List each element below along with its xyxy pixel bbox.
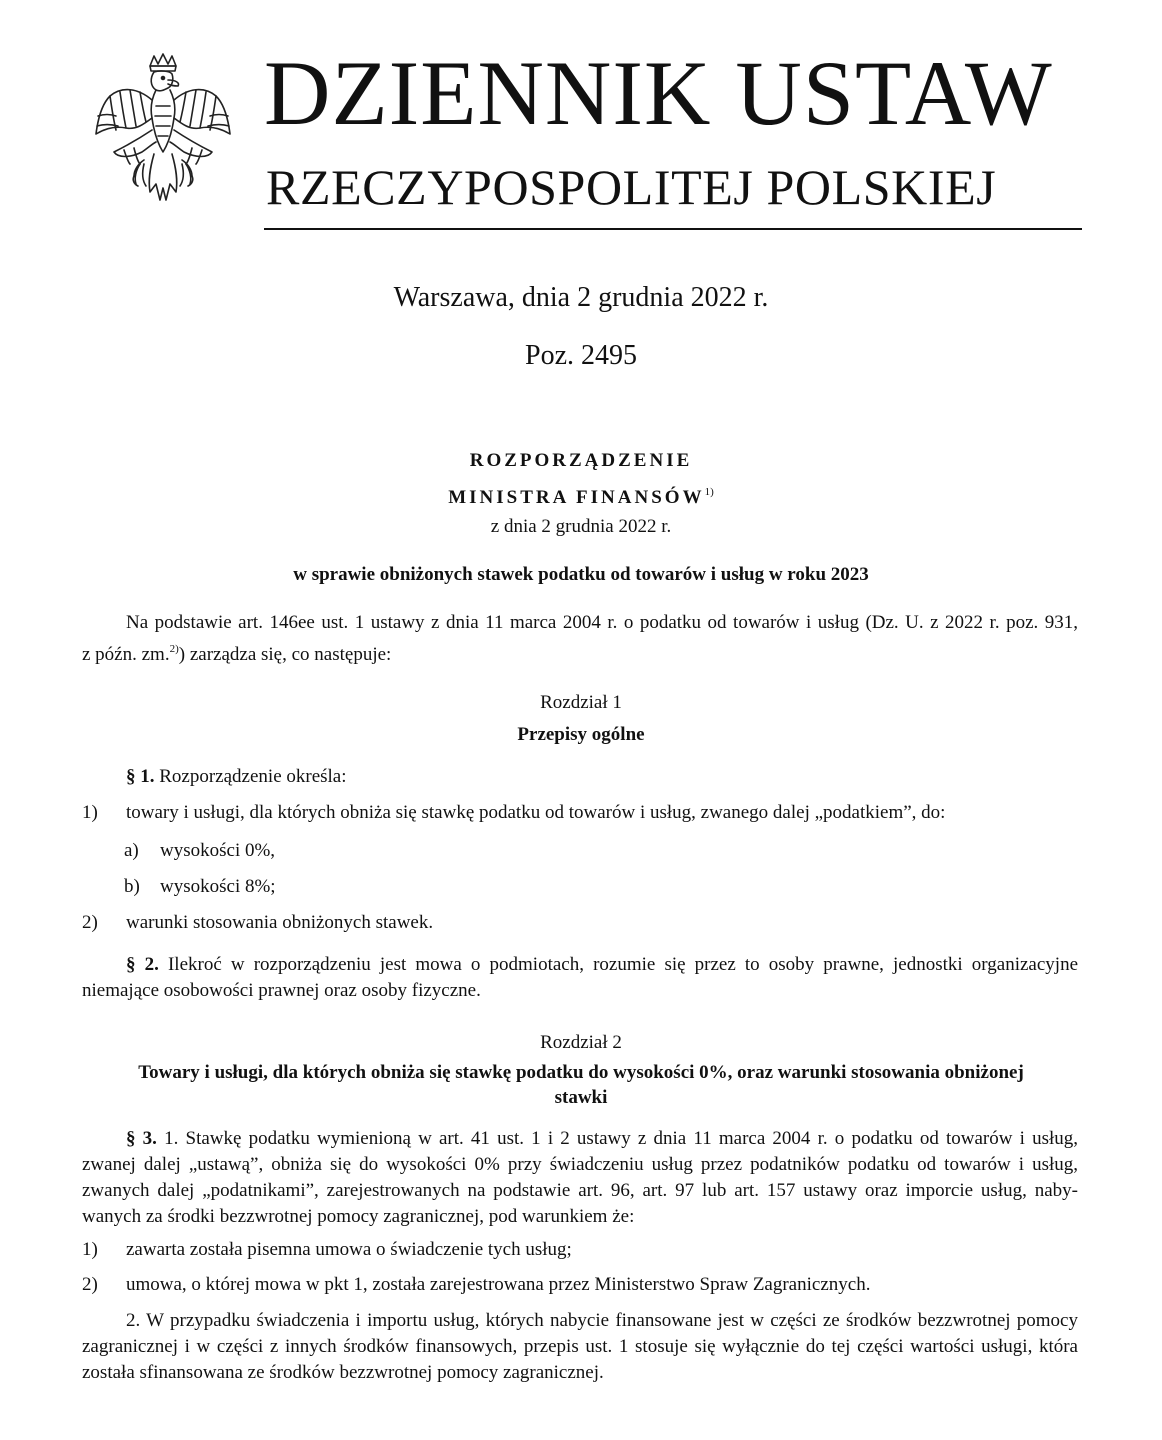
section-3-paragraph (82, 1126, 1078, 1230)
list-item-number: 2) (82, 912, 98, 933)
list-subitem-text: wysokości 0%, (160, 840, 276, 861)
act-type (0, 448, 1162, 474)
list-subitem-letter: a) (124, 840, 139, 861)
section-3-mark: § 3. (126, 1128, 157, 1149)
section-3-ust-2-line-3: została sfinansowana ze środków bezzwrotnej pomocy zagranicznej. (82, 1362, 604, 1383)
act-type-text: ROZPORZĄDZENIE (469, 450, 693, 471)
list-item-text: umowa, o której mowa w pkt 1, została zarejestrowana przez Ministerstwo Spraw Zagranicznych. (126, 1274, 871, 1295)
position-number: Poz. 2495 (525, 340, 637, 371)
act-issuer (0, 479, 1162, 511)
section-3-line-1 (82, 1126, 1078, 1152)
list-item-number: 1) (82, 802, 98, 823)
legal-basis-line-1: Na podstawie art. 146ee ust. 1 ustawy z dnia 11 marca 2004 r. o podatku od towarów i usług (Dz. U. z 2022 r. poz. 931, (126, 612, 1078, 633)
masthead-divider (264, 228, 1082, 230)
section-2-mark: § 2. (126, 954, 159, 975)
section-2-paragraph (82, 952, 1078, 1004)
chapter-1-label: Rozdział 1 (540, 692, 622, 713)
list-subitem-letter: b) (124, 876, 140, 897)
legal-basis-line-2a: z późn. zm. (82, 644, 170, 665)
chapter-2-label: Rozdział 2 (540, 1032, 622, 1053)
section-1-intro (126, 764, 347, 790)
list-item-number: 2) (82, 1274, 98, 1295)
list-subitem-text: wysokości 8%; (160, 876, 276, 897)
journal-subtitle: RZECZYPOSPOLITEJ POLSKIEJ (266, 159, 997, 215)
section-1-text: Rozporządzenie określa: (159, 766, 347, 787)
footnote-ref-1[interactable]: 1) (704, 486, 714, 498)
list-item-number: 1) (82, 1239, 98, 1260)
legal-basis-paragraph (82, 610, 1078, 668)
section-3-line-1-text: 1. Stawkę podatku wymienioną w art. 41 ust. 1 i 2 ustawy z dnia 11 marca 2004 r. o podatku od towarów i usług, (164, 1128, 1079, 1149)
section-3-line-4: wanych za środki bezzwrotnej pomocy zagranicznej, pod warunkiem że: (82, 1206, 635, 1227)
footnote-ref-2[interactable]: 2) (169, 643, 179, 655)
section-2-line-1-text: Ilekroć w rozporządzeniu jest mowa o podmiotach, rozumie się przez to osoby prawne, jednostki organizacyjne (167, 954, 1078, 975)
list-item-text: zawarta została pisemna umowa o świadczenie tych usług; (126, 1239, 572, 1260)
act-issuer-text: MINISTRA FINANSÓW (448, 487, 705, 508)
section-2-line-2: niemające osobowości prawnej oraz osoby fizyczne. (82, 980, 481, 1001)
act-subject: w sprawie obniżonych stawek podatku od towarów i usług w roku 2023 (293, 564, 869, 585)
section-3-line-2: zwanej dalej „ustawą”, obniża się do wysokości 0% przy świadczeniu usług przez podatników podatku od towarów i usług, (82, 1154, 1078, 1175)
section-2-line-1 (82, 952, 1078, 978)
list-item-text: towary i usługi, dla których obniża się stawkę podatku od towarów i usług, zwanego dalej „podatkiem”, do: (126, 802, 946, 823)
chapter-2-title-line-2: stawki (554, 1087, 608, 1108)
place-and-date: Warszawa, dnia 2 grudnia 2022 r. (393, 282, 769, 313)
legal-basis-line-2b: ) zarządza się, co następuje: (178, 644, 392, 665)
section-3-ust-2-paragraph (82, 1308, 1078, 1386)
chapter-2-title-line-1: Towary i usługi, dla których obniża się stawkę podatku do wysokości 0%, oraz warunki stosowania obniżonej (138, 1062, 1024, 1083)
section-3-line-3: zwanych dalej „podatnikami”, zarejestrowanych na podstawie art. 96, art. 97 lub art. 157 ustawy oraz imporcie usług, naby- (82, 1180, 1078, 1201)
act-date: z dnia 2 grudnia 2022 r. (490, 516, 672, 537)
list-item-text: warunki stosowania obniżonych stawek. (126, 912, 434, 933)
section-3-ust-2-line-1: 2. W przypadku świadczenia i importu usług, których nabycie finansowane jest w części ze środków bezzwrotnej pomocy (126, 1310, 1078, 1331)
legal-basis-line-2 (82, 636, 1078, 668)
journal-title: DZIENNIK USTAW (264, 42, 1053, 144)
polish-eagle-emblem-icon (88, 52, 238, 217)
section-3-ust-2-line-2: zagranicznej i w części z innych środków finansowych, przepis ust. 1 stosuje się wyłącznie do tej części wartości usługi, która (82, 1336, 1078, 1357)
chapter-1-title: Przepisy ogólne (517, 724, 645, 745)
section-1-mark: § 1. (126, 766, 155, 787)
